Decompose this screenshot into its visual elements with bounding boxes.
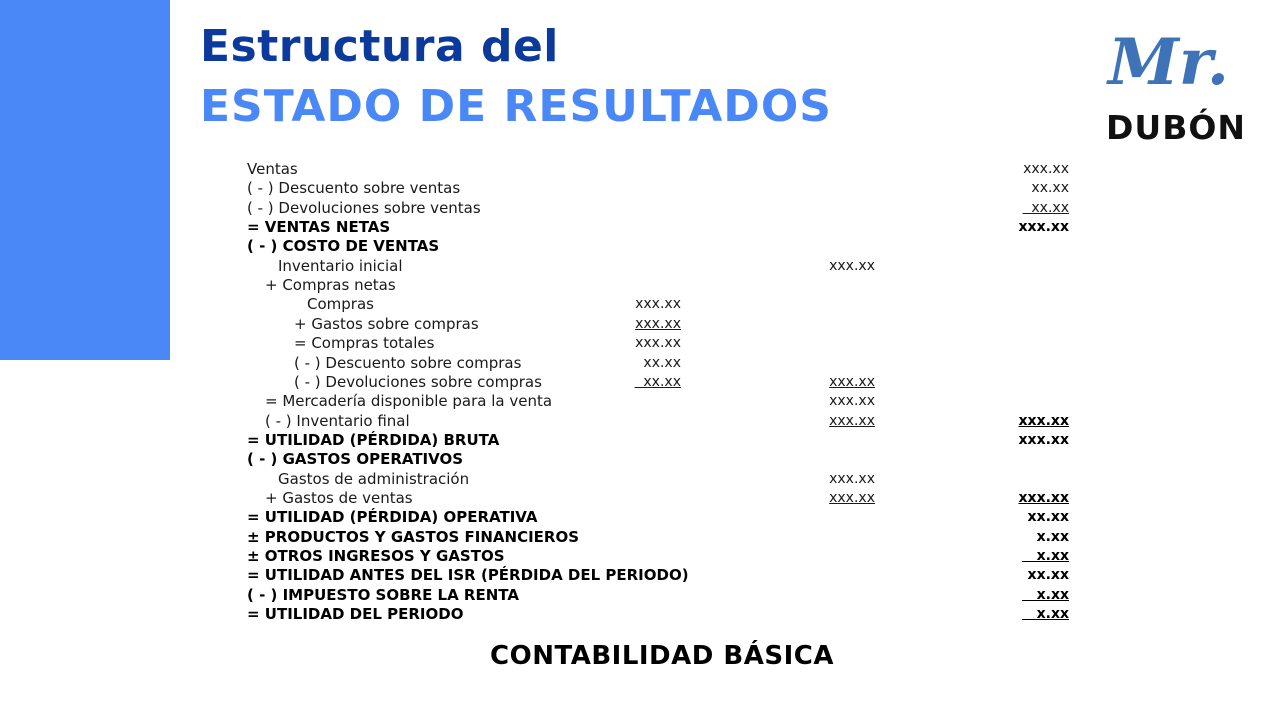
statement-row-label: = Compras totales xyxy=(294,334,435,353)
statement-row-label: ( - ) Devoluciones sobre ventas xyxy=(247,198,481,217)
statement-amount-c1: xx.xx xyxy=(634,373,681,390)
statement-row-label: ( - ) IMPUESTO SOBRE LA RENTA xyxy=(247,585,519,604)
statement-row-label: ( - ) GASTOS OPERATIVOS xyxy=(247,450,464,469)
statement-amount-c3: xx.xx xyxy=(1031,180,1069,197)
statement-row xyxy=(0,470,1280,489)
statement-amount-c3: xxx.xx xyxy=(1018,412,1069,429)
income-statement xyxy=(0,160,1280,630)
statement-row xyxy=(0,237,1280,256)
statement-row-label: = UTILIDAD (PÉRDIDA) OPERATIVA xyxy=(247,508,538,527)
statement-amount-c2: xxx.xx xyxy=(829,257,875,274)
statement-row xyxy=(0,547,1280,566)
statement-row-label: Inventario inicial xyxy=(278,256,403,275)
statement-amount-c1: xxx.xx xyxy=(635,296,681,313)
statement-row xyxy=(0,315,1280,334)
statement-row-label: = UTILIDAD ANTES DEL ISR (PÉRDIDA DEL PERIODO) xyxy=(247,566,689,585)
statement-row xyxy=(0,257,1280,276)
statement-amount-c2: xxx.xx xyxy=(829,373,875,390)
statement-row xyxy=(0,199,1280,218)
statement-row-label: ± PRODUCTOS Y GASTOS FINANCIEROS xyxy=(247,527,580,546)
statement-amount-c3: x.xx xyxy=(1021,548,1069,564)
statement-row-label: = VENTAS NETAS xyxy=(247,218,391,237)
statement-row xyxy=(0,354,1280,373)
statement-amount-c3: x.xx xyxy=(1021,606,1069,623)
title-line-1: Estructura del xyxy=(200,21,559,72)
statement-row xyxy=(0,508,1280,527)
statement-amount-c3: xxx.xx xyxy=(1023,161,1069,177)
statement-row-label: ( - ) Descuento sobre ventas xyxy=(247,179,461,198)
statement-row xyxy=(0,431,1280,450)
statement-row xyxy=(0,218,1280,237)
statement-amount-c2: xxx.xx xyxy=(829,489,875,506)
statement-amount-c3: x.xx xyxy=(1036,528,1069,545)
footer-caption: CONTABILIDAD BÁSICA xyxy=(490,641,834,671)
mr-dubon-logo xyxy=(1100,25,1247,150)
statement-amount-c2: xxx.xx xyxy=(829,412,875,429)
statement-row-label: + Compras netas xyxy=(265,276,396,295)
statement-row-label: ( - ) Descuento sobre compras xyxy=(294,353,522,372)
statement-row xyxy=(0,334,1280,353)
title-line-2: ESTADO DE RESULTADOS xyxy=(200,81,832,132)
statement-row xyxy=(0,160,1280,179)
statement-amount-c3: x.xx xyxy=(1021,586,1069,603)
statement-row xyxy=(0,412,1280,431)
statement-amount-c3: xxx.xx xyxy=(1018,489,1069,506)
statement-row-label: Gastos de administración xyxy=(278,469,470,488)
statement-row xyxy=(0,586,1280,605)
statement-row-label: + Gastos sobre compras xyxy=(294,314,479,333)
statement-row xyxy=(0,450,1280,469)
statement-row-label: = Mercadería disponible para la venta xyxy=(265,392,553,411)
statement-amount-c3: xx.xx xyxy=(1022,199,1069,216)
statement-amount-c1: xxx.xx xyxy=(635,335,681,352)
statement-row xyxy=(0,489,1280,508)
statement-amount-c3: xx.xx xyxy=(1027,509,1069,526)
statement-amount-c2: xxx.xx xyxy=(829,393,875,410)
statement-row-label: = UTILIDAD DEL PERIODO xyxy=(247,605,464,624)
statement-row xyxy=(0,295,1280,314)
statement-row xyxy=(0,179,1280,198)
logo-mr-text: Mr. xyxy=(1108,25,1229,100)
statement-row-label: ( - ) Inventario final xyxy=(265,411,410,430)
statement-row xyxy=(0,605,1280,624)
statement-row-label: ( - ) Devoluciones sobre compras xyxy=(294,372,542,391)
statement-amount-c2: xxx.xx xyxy=(829,470,875,487)
logo-name-text: DUBÓN xyxy=(1106,108,1247,147)
statement-row-label: + Gastos de ventas xyxy=(265,488,413,507)
statement-amount-c3: xxx.xx xyxy=(1018,219,1069,236)
statement-row xyxy=(0,392,1280,411)
statement-amount-c1: xx.xx xyxy=(643,354,681,371)
statement-row-label: = UTILIDAD (PÉRDIDA) BRUTA xyxy=(247,430,500,449)
statement-row-label: Ventas xyxy=(247,160,298,178)
statement-row-label: Compras xyxy=(307,295,374,314)
statement-row-label: ± OTROS INGRESOS Y GASTOS xyxy=(247,547,505,565)
statement-amount-c3: xx.xx xyxy=(1027,567,1069,584)
statement-row-label: ( - ) COSTO DE VENTAS xyxy=(247,237,440,256)
statement-row xyxy=(0,276,1280,295)
statement-row xyxy=(0,566,1280,585)
statement-amount-c3: xxx.xx xyxy=(1018,431,1069,448)
statement-row xyxy=(0,373,1280,392)
statement-row xyxy=(0,528,1280,547)
statement-amount-c1: xxx.xx xyxy=(635,315,681,332)
